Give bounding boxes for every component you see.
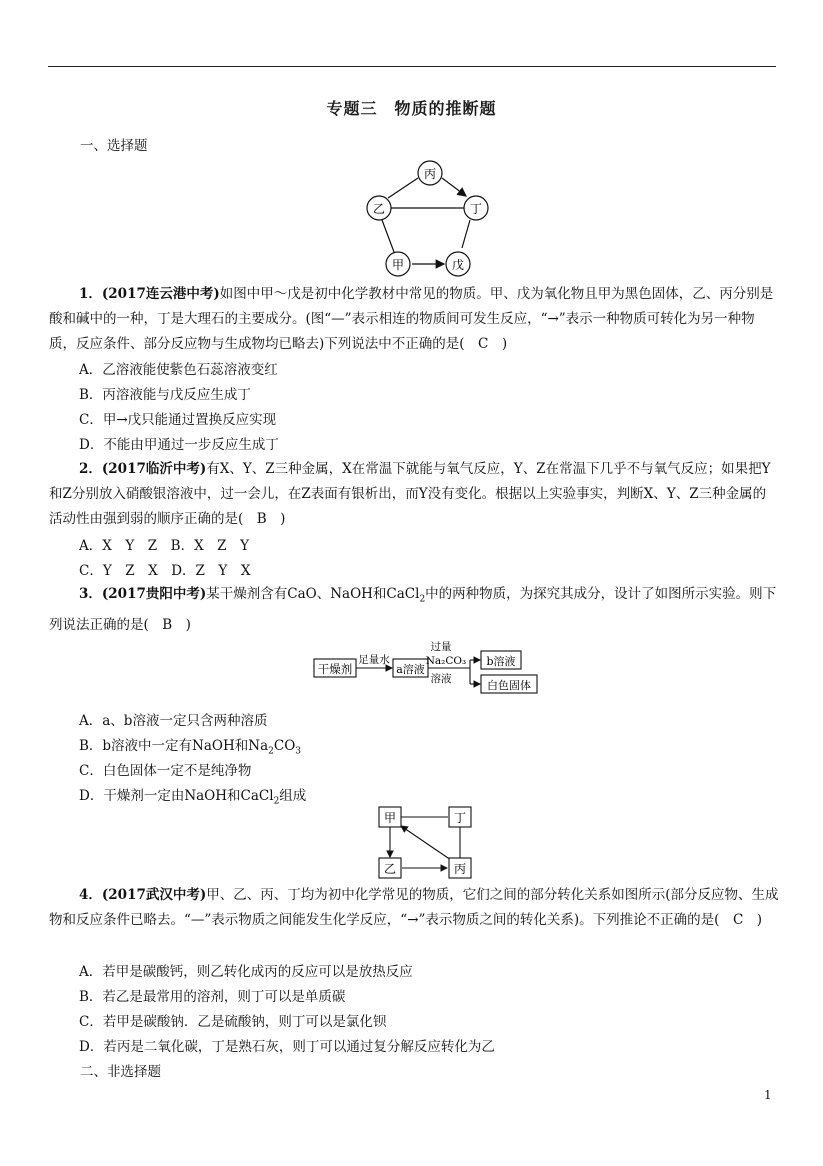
question-1-source: (2017连云港中考) xyxy=(101,286,220,302)
question-3-number: 3． xyxy=(79,586,102,602)
question-3-source: (2017贵阳中考) xyxy=(101,586,207,602)
node-jia-label: 甲 xyxy=(391,258,405,272)
question-3 xyxy=(49,582,779,638)
question-3-option-a: A．a、b溶液一定只含两种溶质 xyxy=(79,713,268,729)
flow-reagent-top: 过量 xyxy=(430,641,452,653)
question-2-option-cd: C．Y Z X D．Z Y X xyxy=(79,563,251,579)
flow-reagent-bot: 溶液 xyxy=(430,673,452,685)
question-1 xyxy=(49,282,779,357)
question-2-source: (2017临沂中考) xyxy=(101,461,207,477)
question-2 xyxy=(49,457,779,532)
question-3-option-d-pre: D．干燥剂一定由NaOH和CaCl xyxy=(79,788,274,804)
page-title: 专题三 物质的推断题 xyxy=(326,99,497,118)
question-4-number: 4． xyxy=(79,887,102,903)
question-4-option-c: C．若甲是碳酸钠．乙是硫酸钠，则丁可以是氯化钡 xyxy=(79,1014,387,1030)
question-3-stem-post: 中的两种物质，为探究其成分，设计了如图所示实验。则下列说法正确的是( B ) xyxy=(49,586,777,633)
node-yi-label: 乙 xyxy=(372,202,386,216)
line-ding-wu xyxy=(462,220,470,248)
question-1-option-b: B．丙溶液能与戊反应生成丁 xyxy=(79,387,251,403)
flow-solid-label: 白色固体 xyxy=(487,679,531,692)
line-yi-jia xyxy=(382,220,394,252)
question-4 xyxy=(49,883,779,933)
header-rule xyxy=(48,66,776,67)
question-3-option-b-pre: B．b溶液中一定有NaOH和Na xyxy=(79,738,269,754)
diagram-square xyxy=(376,805,476,883)
question-2-stem: 有X、Y、Z三种金属，X在常温下就能与氧气反应，Y、Z在常温下几乎不与氧气反应；如果把Y和Z分别放入硝酸银溶液中，过一会儿，在Z表面有银析出，而Y没有变化。根据以上实验事实，判断X、Y、Z三种金属的活动性由强到弱的顺序正确的是( B ) xyxy=(49,461,771,527)
node-jia-label-2: 甲 xyxy=(383,811,397,825)
question-3-option-b xyxy=(79,734,301,757)
question-4-option-d: D．若丙是二氧化碳，丁是熟石灰，则丁可以通过复分解反应转化为乙 xyxy=(79,1039,495,1055)
question-1-option-d: D．不能由甲通过一步反应生成丁 xyxy=(79,437,279,453)
section-nonchoice-heading: 二、非选择题 xyxy=(80,1064,161,1080)
question-3-option-d-post: 组成 xyxy=(279,788,307,804)
node-bing-label-2: 丙 xyxy=(453,862,467,876)
question-3-option-d xyxy=(79,784,306,807)
question-2-option-ab: A．X Y Z B．X Z Y xyxy=(79,538,249,554)
arrow-bing-ding xyxy=(442,178,466,196)
question-3-option-c: C．白色固体一定不是纯净物 xyxy=(79,763,252,779)
question-3-option-b-mid: CO xyxy=(273,738,296,754)
question-1-number: 1． xyxy=(79,286,102,302)
question-3-stem-sub: 2 xyxy=(419,594,426,605)
line-yi-bing xyxy=(388,178,418,198)
node-ding-label: 丁 xyxy=(469,202,483,216)
node-wu-label: 戊 xyxy=(451,258,465,272)
question-4-source: (2017武汉中考) xyxy=(101,887,207,903)
flow-step1-label: 足量水 xyxy=(358,654,390,666)
diagram-flow xyxy=(312,638,544,696)
question-1-stem: 如图中甲～戊是初中化学教材中常见的物质。甲、戊为氧化物且甲为黑色固体，乙、丙分别是酸和碱中的一种，丁是大理石的主要成分。(图“—”表示相连的物质间可发生反应，“→”表示一种物质可转化为另一种物质，反应条件、部分反应物与生成物均已略去)下列说法中不正确的是( C ) xyxy=(49,286,774,352)
page-number: 1 xyxy=(764,1088,772,1102)
question-4-stem: 甲、乙、丙、丁均为初中化学常见的物质，它们之间的部分转化关系如图所示(部分反应物、生成物和反应条件已略去。“—”表示物质之间能发生化学反应，“→”表示物质之间的转化关系)。下列推论不正确的是( C ) xyxy=(49,887,779,928)
flow-a-label: a溶液 xyxy=(396,663,425,676)
diagram-pentagon xyxy=(360,156,490,280)
node-yi-label-2: 乙 xyxy=(383,862,397,876)
question-3-option-b-sub1: 2 xyxy=(268,746,274,757)
question-3-option-b-sub2: 3 xyxy=(295,746,301,757)
question-3-option-d-sub: 2 xyxy=(273,796,280,807)
flow-b-label: b溶液 xyxy=(486,655,516,668)
question-1-option-a: A．乙溶液能使紫色石蕊溶液变红 xyxy=(79,362,278,378)
node-ding-label-2: 丁 xyxy=(453,811,467,825)
question-4-option-a: A．若甲是碳酸钙，则乙转化成丙的反应可以是放热反应 xyxy=(79,964,413,980)
question-1-option-c: C．甲→戊只能通过置换反应实现 xyxy=(79,412,277,428)
question-3-stem-pre: 某干燥剂含有CaO、NaOH和CaCl xyxy=(206,586,420,602)
node-bing-label: 丙 xyxy=(423,167,437,181)
section-choice-heading: 一、选择题 xyxy=(80,138,148,154)
question-2-number: 2． xyxy=(79,461,102,477)
flow-reagent-mid: Na₂CO₃ xyxy=(425,655,467,667)
arrow-bing-jia xyxy=(401,826,451,860)
flow-start-label: 干燥剂 xyxy=(317,662,353,676)
question-4-option-b: B．若乙是最常用的溶剂，则丁可以是单质碳 xyxy=(79,989,346,1005)
